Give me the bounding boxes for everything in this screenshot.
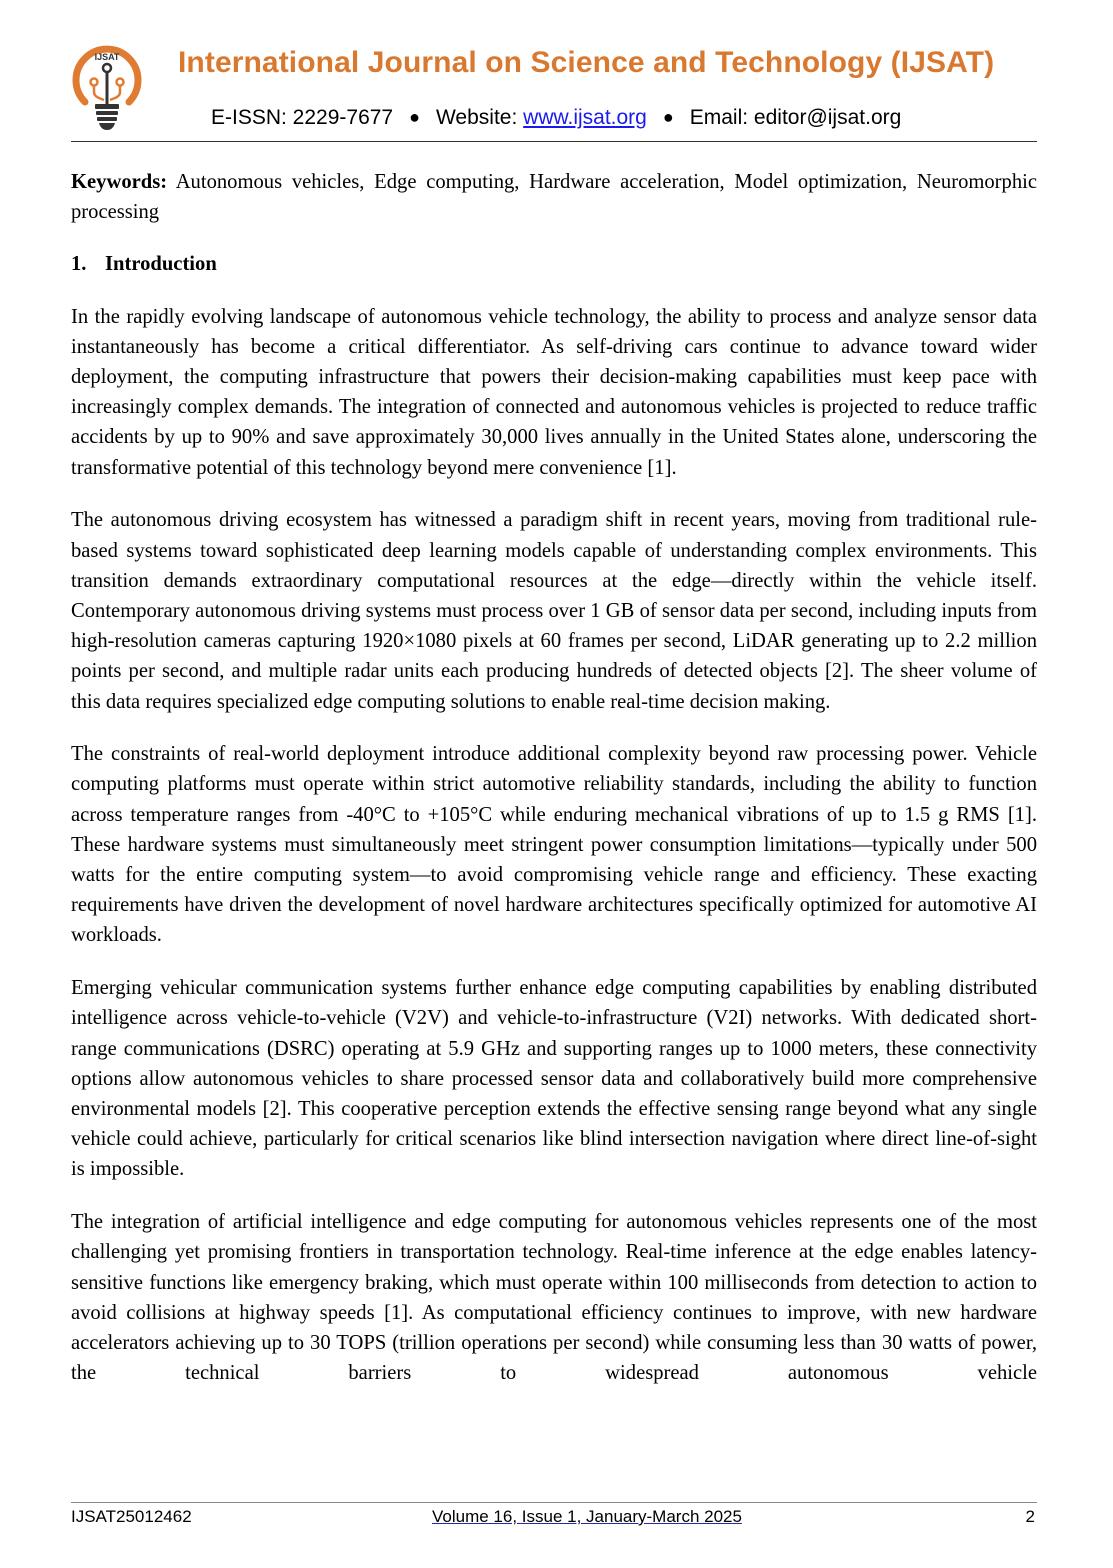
bullet-separator-icon: ● [662, 107, 674, 127]
website-label: Website: [435, 106, 518, 129]
page-footer [71, 1502, 1037, 1533]
ijsat-lightbulb-logo-icon [71, 40, 143, 132]
journal-header [71, 38, 1038, 142]
section-heading [71, 249, 1037, 279]
paragraph: The integration of artificial intelligence and edge computing for autonomous vehicles represents one of the most challenging yet promising frontiers in transportation technology. Real-time inference at the edge enables latency-sensitive functions like emergency braking, which must operate within 100 milliseconds from detection to action to avoid collisions at highway speeds [1]. As computational efficiency continues to improve, with new hardware accelerators achieving up to 30 TOPS (trillion operations per second) while consuming less than 30 watts of power, the technical barriers to widespread autonomous vehicle [71, 1211, 1037, 1385]
issue-link[interactable]: Volume 16, Issue 1, January-March 2025 [432, 1507, 742, 1526]
journal-title: International Journal on Science and Technology (IJSAT) [178, 46, 995, 79]
keywords-label: Keywords: [71, 171, 168, 193]
paragraph: The constraints of real-world deployment introduce additional complexity beyond raw processing power. Vehicle computing platforms must operate within strict automotive reliability standards, including the ability to function across temperature ranges from -40°C to +105°C while enduring mechanical vibrations of up to 1.5 g RMS [1]. These hardware systems must simultaneously meet stringent power consumption limitations—typically under 500 watts for the entire computing system—to avoid compromising vehicle range and efficiency. These exacting requirements have driven the development of novel hardware architectures specifically optimized for automotive AI workloads. [71, 743, 1037, 947]
paragraph: The autonomous driving ecosystem has witnessed a paradigm shift in recent years, moving from traditional rule-based systems toward sophisticated deep learning models capable of understanding complex environments. This transition demands extraordinary computational resources at the edge—directly within the vehicle itself. Contemporary autonomous driving systems must process over 1 GB of sensor data per second, including inputs from high-resolution cameras capturing 1920×1080 pixels at 60 frames per second, LiDAR generating up to 2.2 million points per second, and multiple radar units each producing hundreds of detected objects [2]. The sheer volume of this data requires specialized edge computing solutions to enable real-time decision making. [71, 509, 1037, 713]
page-number: 2 [1025, 1507, 1035, 1526]
svg-text:IJSAT: IJSAT [94, 52, 120, 62]
eissn: E-ISSN: 2229-7677 [211, 106, 394, 129]
website-link[interactable]: www.ijsat.org [523, 106, 647, 129]
page-body [71, 167, 1037, 1411]
section-number: 1. [71, 253, 87, 276]
keywords-text: Autonomous vehicles, Edge computing, Hardware acceleration, Model optimization, Neuromorphic processing [71, 171, 1037, 224]
paragraph: In the rapidly evolving landscape of autonomous vehicle technology, the ability to process and analyze sensor data instantaneously has become a critical differentiator. As self-driving cars continue to advance toward wider deployment, the computing infrastructure that powers their decision-making capabilities must keep pace with increasingly complex demands. The integration of connected and autonomous vehicles is projected to reduce traffic accidents by up to 90% and save approximately 30,000 lives annually in the United States alone, underscoring the transformative potential of this technology beyond mere convenience [1]. [71, 305, 1037, 479]
paper-id: IJSAT25012462 [71, 1507, 192, 1526]
email: Email: editor@ijsat.org [689, 106, 902, 129]
paragraph: Emerging vehicular communication systems further enhance edge computing capabilities by enabling distributed intelligence across vehicle-to-vehicle (V2V) and vehicle-to-infrastructure (V2I) networks. With dedicated short-range communications (DSRC) operating at 5.9 GHz and supporting ranges up to 1000 meters, these connectivity options allow autonomous vehicles to share processed sensor data and collaboratively build more comprehensive environmental models [2]. This cooperative perception extends the effective sensing range beyond what any single vehicle could achieve, particularly for critical scenarios like blind intersection navigation where direct line-of-sight is impossible. [71, 977, 1037, 1181]
header-divider [71, 141, 1037, 142]
keywords [71, 167, 1037, 227]
journal-meta-line [211, 106, 901, 130]
footer-divider [71, 1502, 1037, 1503]
section-title: Introduction [105, 253, 217, 276]
bullet-separator-icon: ● [409, 107, 420, 127]
